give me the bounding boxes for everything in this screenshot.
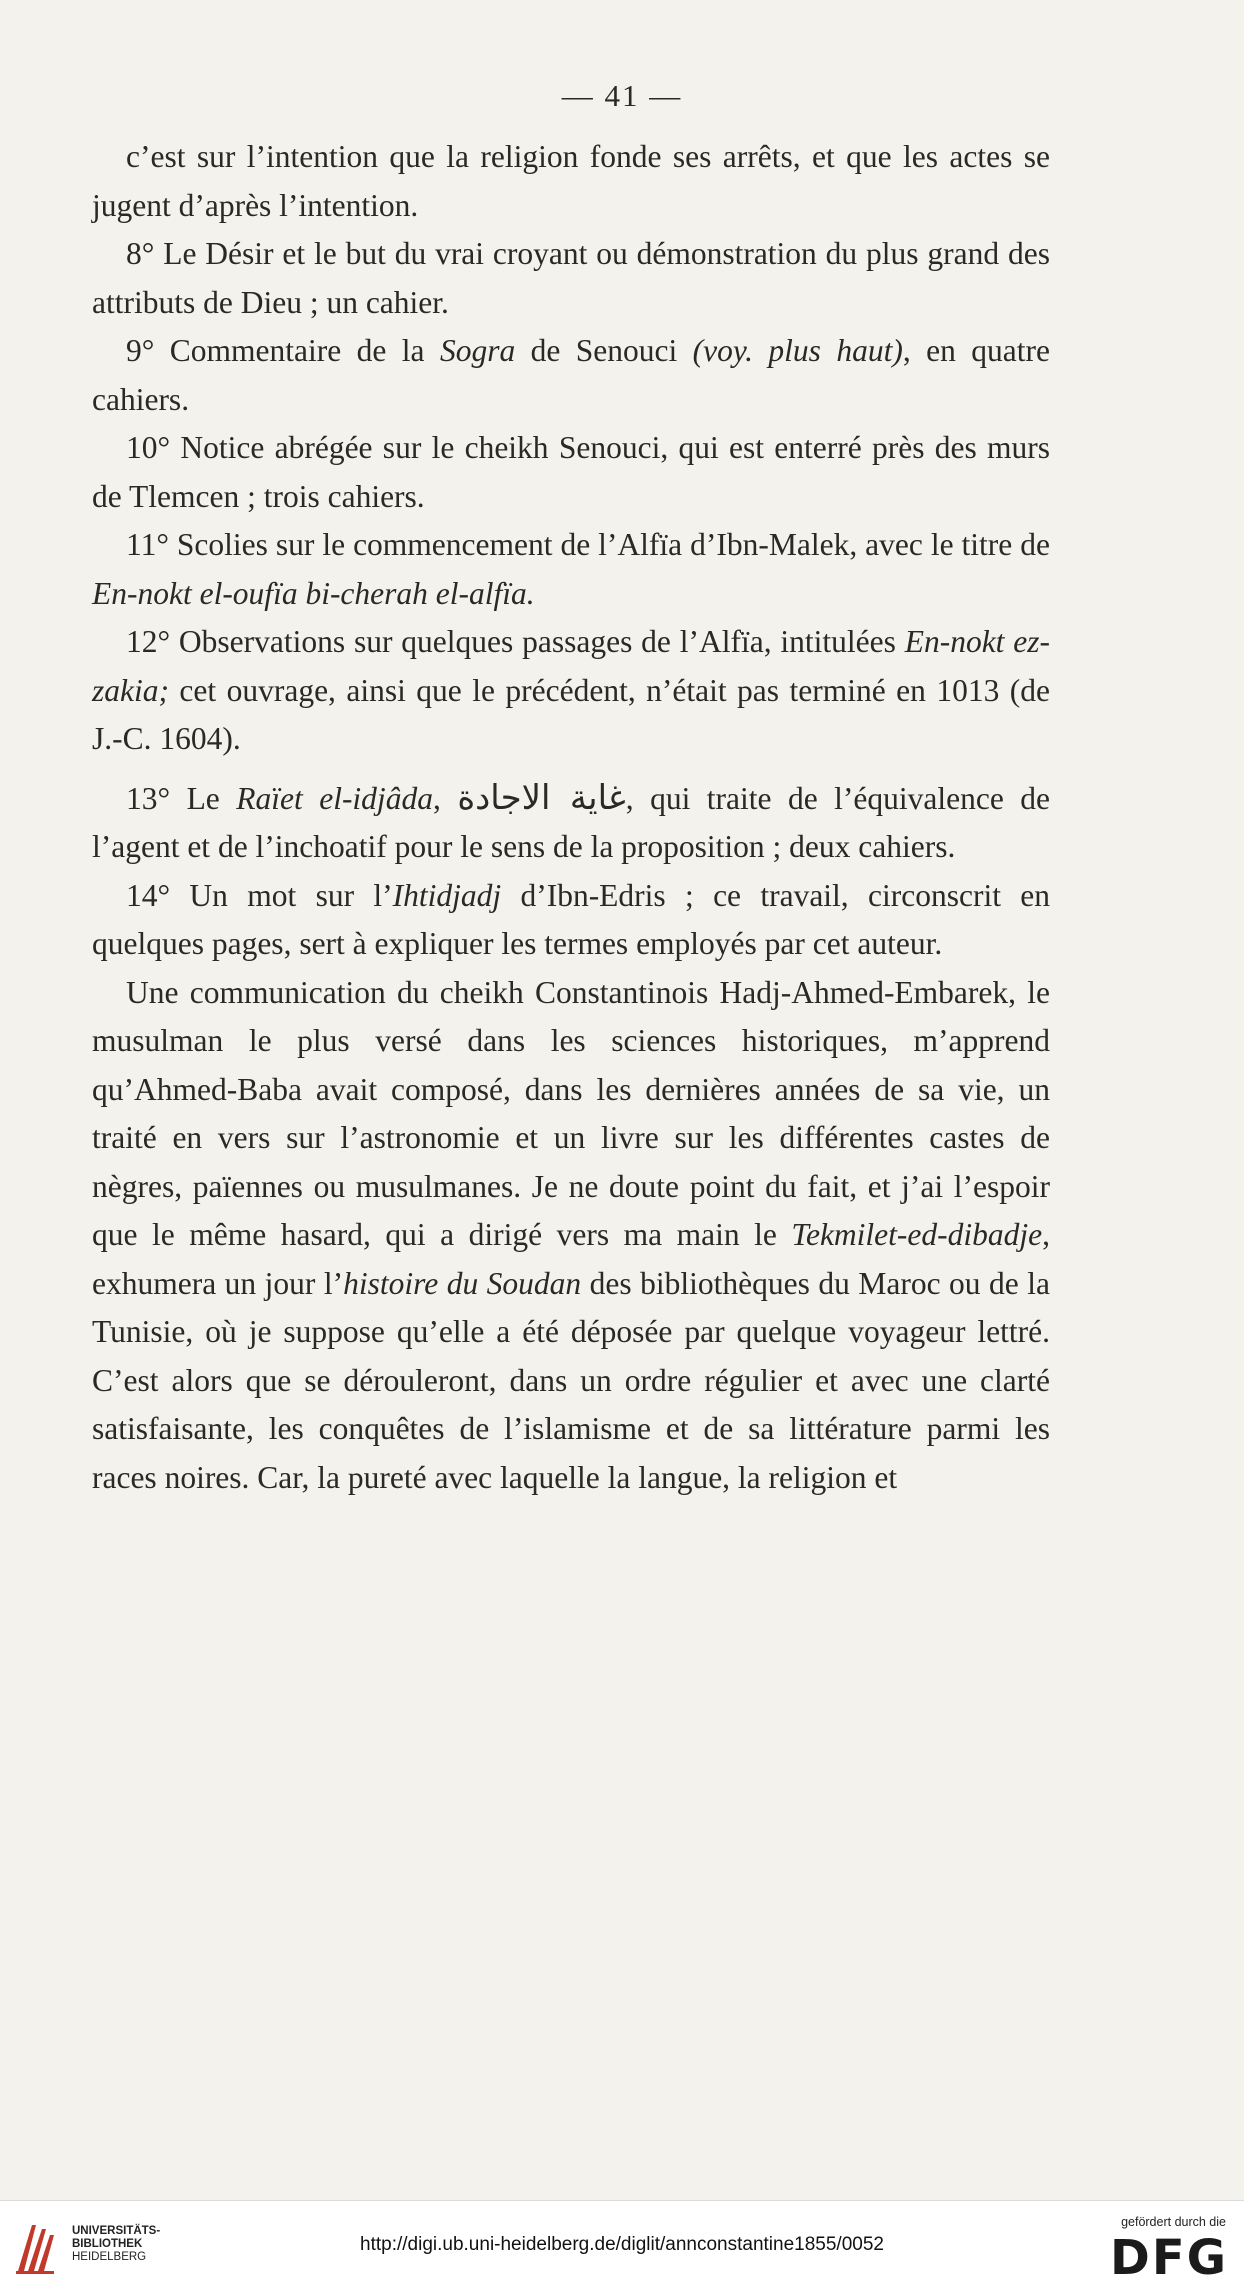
text-run: 10° Notice abrégée sur le cheikh Senouci, qui est enterré près des murs de Tlemcen ; trois cahiers.	[92, 430, 1050, 514]
text-run: des bibliothèques du Maroc ou de la Tunisie, où je suppose qu’elle a été déposée par quelque voyageur lettré. C’est alors que se dérouleront, dans un ordre régulier et avec une clarté satisfaisante, les conquêtes de l’islamisme et de sa littérature parmi les races noires. Car, la pureté avec laquelle la langue, la religion et	[92, 1265, 1050, 1495]
italic-text: histoire du Soudan	[343, 1265, 582, 1301]
italic-text: En-nokt el-oufïa bi-cherah el-alfïa.	[92, 575, 535, 611]
text-run: d’Ibn-Edris ; ce travail, circonscrit en quelques pages, sert à expliquer les termes employés par cet auteur.	[92, 877, 1050, 961]
text-run: , en quatre cahiers.	[92, 333, 1051, 417]
page-number: — 41 —	[561, 78, 683, 113]
text-run: ,	[432, 780, 458, 816]
paragraph	[92, 133, 1050, 230]
library-name-line1: UNIVERSITÄTS-	[72, 2225, 161, 2237]
text-run: 12° Observations sur quelques passages de l’Alfïa, intitulées	[126, 624, 905, 659]
paragraph	[92, 230, 1050, 327]
text-block	[92, 133, 1050, 1502]
arabic-title: غاية الاجادة	[457, 777, 626, 818]
text-run: c’est sur l’intention que la religion fonde ses arrêts, et que les actes se jugent d’après l’intention.	[92, 139, 1050, 223]
viewer-footer	[0, 2200, 1244, 2290]
paragraph	[92, 521, 1050, 618]
text-run: cet ouvrage, ainsi que le précédent, n’était pas terminé en 1013 (de J.-C. 1604).	[92, 672, 1050, 756]
paragraph	[92, 618, 1050, 764]
text-run: 11° Scolies sur le commencement de l’Alfïa d’Ibn-Malek, avec le titre de	[126, 527, 1050, 562]
page-url-link[interactable]: http://digi.ub.uni-heidelberg.de/diglit/annconstantine1855/0052	[360, 2234, 884, 2255]
text-run: , qui traite de l’équivalence de l’agent et de l’inchoatif pour le sens de la proposition ; deux cahiers.	[92, 780, 1051, 864]
dfg-logo: DFG	[1109, 2230, 1228, 2286]
italic-text: Tekmilet-ed-dibadje	[791, 1217, 1043, 1252]
text-run: 14° Un mot sur l’	[126, 877, 393, 913]
italic-text: (voy. plus haut)	[692, 333, 903, 368]
paragraph	[92, 424, 1050, 521]
italic-text: Ihtidjadj	[392, 877, 502, 913]
sponsor-note: gefördert durch die	[1121, 2215, 1226, 2229]
paragraph	[92, 774, 1050, 872]
paragraph	[92, 969, 1050, 1503]
text-run: 9° Commentaire de la	[126, 333, 440, 368]
paragraph	[92, 872, 1050, 969]
italic-text: Sogra	[439, 333, 516, 368]
text-run: Une communication du cheikh Constantinois Hadj-Ahmed-Embarek, le musulman le plus versé dans les sciences historiques, m’apprend qu’Ahmed-Baba avait composé, dans les dernières années de sa vie, un traité en vers sur l’astronomie et un livre sur les différentes castes de nègres, païennes ou musulmanes. Je ne doute point du fait, et j’ai l’espoir que le même hasard, qui a dirigé vers ma main le	[92, 974, 1050, 1252]
library-name-line2: BIBLIOTHEK	[72, 2238, 143, 2250]
text-run: 8° Le Désir et le but du vrai croyant ou démonstration du plus grand des attributs de Dieu ; un cahier.	[92, 236, 1050, 320]
italic-text: En-nokt ez-zakia;	[92, 624, 1050, 708]
text-run: , exhumera un jour l’	[92, 1217, 1050, 1301]
library-name-line3: HEIDELBERG	[72, 2251, 147, 2263]
text-run: 13° Le	[126, 780, 237, 816]
paragraph	[92, 327, 1050, 424]
text-run: de Senouci	[515, 333, 693, 368]
italic-text: Raïet el-idjâda	[236, 780, 433, 816]
